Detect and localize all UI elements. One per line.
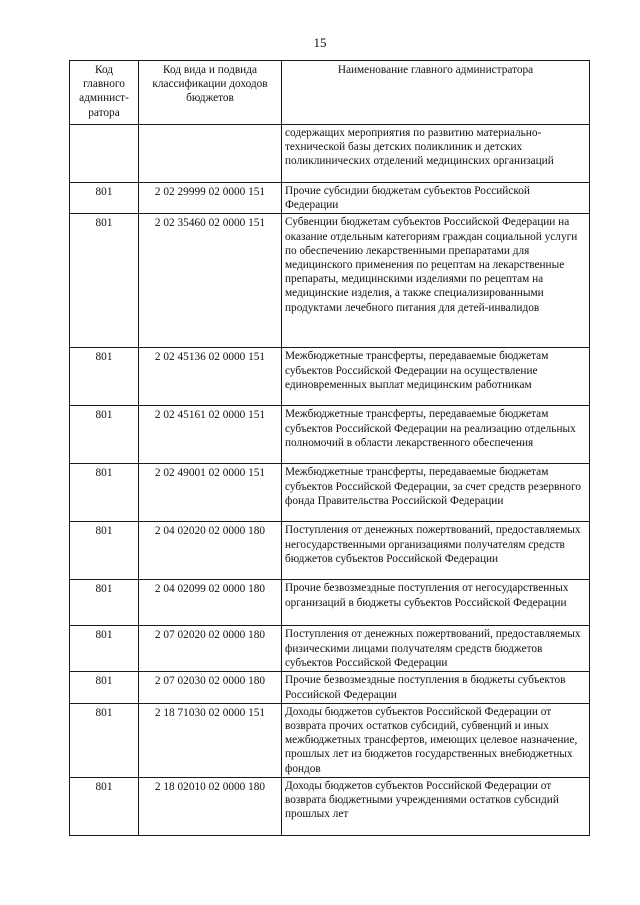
classification-code-cell: 2 02 35460 02 0000 151	[139, 214, 282, 348]
administrator-name-cell: Межбюджетные трансферты, передаваемые бюджетам субъектов Российской Федерации, за счет средств резервного фонда Правительства Российской Федерации	[282, 464, 590, 522]
table-row	[70, 348, 590, 406]
table-row	[70, 580, 590, 626]
classification-code-cell: 2 02 29999 02 0000 151	[139, 183, 282, 214]
admin-code-cell	[70, 125, 139, 183]
administrator-name-cell: Межбюджетные трансферты, передаваемые бюджетам субъектов Российской Федерации на осуществление единовременных выплат медицинским работникам	[282, 348, 590, 406]
admin-code-cell: 801	[70, 580, 139, 626]
classification-code-cell: 2 07 02030 02 0000 180	[139, 672, 282, 703]
admin-code-cell: 801	[70, 214, 139, 348]
admin-code-cell: 801	[70, 522, 139, 580]
admin-code-cell: 801	[70, 183, 139, 214]
admin-code-cell: 801	[70, 348, 139, 406]
classification-code-cell: 2 02 45136 02 0000 151	[139, 348, 282, 406]
table-row	[70, 626, 590, 672]
table-row	[70, 522, 590, 580]
administrator-name-cell: Межбюджетные трансферты, передаваемые бюджетам субъектов Российской Федерации на реализацию отдельных полномочий в области лекарственного обеспечения	[282, 406, 590, 464]
administrator-name-cell: Субвенции бюджетам субъектов Российской Федерации на оказание отдельным категориям граждан социальной услуги по обеспечению лекарственными препаратами для медицинского применения по рецептам на лекарственные препараты, медицинскими изделиями по рецептам на медицинские изделия, а также специализированными продуктами лечебного питания для детей-инвалидов	[282, 214, 590, 348]
classification-code-cell: 2 02 45161 02 0000 151	[139, 406, 282, 464]
administrator-name-cell: содержащих мероприятия по развитию материально-технической базы детских поликлиник и детских поликлинических отделений медицинских организаций	[282, 125, 590, 183]
table-row	[70, 703, 590, 777]
classification-code-cell: 2 07 02020 02 0000 180	[139, 626, 282, 672]
classification-code-cell: 2 04 02020 02 0000 180	[139, 522, 282, 580]
admin-code-cell: 801	[70, 464, 139, 522]
administrator-name-cell: Доходы бюджетов субъектов Российской Федерации от возврата бюджетными учреждениями остатков субсидий прошлых лет	[282, 777, 590, 835]
table-row	[70, 464, 590, 522]
page-number: 15	[313, 35, 327, 50]
classification-code-cell: 2 18 71030 02 0000 151	[139, 703, 282, 777]
table-row	[70, 672, 590, 703]
classification-code-cell: 2 02 49001 02 0000 151	[139, 464, 282, 522]
admin-code-cell: 801	[70, 777, 139, 835]
admin-code-cell: 801	[70, 406, 139, 464]
administrator-name-cell: Прочие безвозмездные поступления в бюджеты субъектов Российской Федерации	[282, 672, 590, 703]
header-administrator-name: Наименование главного администратора	[282, 61, 590, 125]
table-row	[70, 214, 590, 348]
admin-code-cell: 801	[70, 672, 139, 703]
classification-code-cell: 2 18 02010 02 0000 180	[139, 777, 282, 835]
admin-code-cell: 801	[70, 626, 139, 672]
administrator-name-cell: Поступления от денежных пожертвований, предоставляемых физическими лицами получателям средств бюджетов субъектов Российской Федерации	[282, 626, 590, 672]
table-row	[70, 406, 590, 464]
table-header-row	[70, 61, 590, 125]
administrator-name-cell: Прочие безвозмездные поступления от негосударственных организаций в бюджеты субъектов Российской Федерации	[282, 580, 590, 626]
table-row	[70, 183, 590, 214]
classification-code-cell: 2 04 02099 02 0000 180	[139, 580, 282, 626]
header-classification-code: Код вида и подвида классификации доходов бюджетов	[139, 61, 282, 125]
header-admin-code: Код главного админист-ратора	[70, 61, 139, 125]
revenue-administrators-table	[69, 60, 590, 836]
classification-code-cell	[139, 125, 282, 183]
administrator-name-cell: Доходы бюджетов субъектов Российской Федерации от возврата прочих остатков субсидий, субвенций и иных межбюджетных трансфертов, имеющих целевое назначение, прошлых лет из бюджетов государственных внебюджетных фондов	[282, 703, 590, 777]
administrator-name-cell: Поступления от денежных пожертвований, предоставляемых негосударственными организациями получателям средств бюджетов субъектов Российской Федерации	[282, 522, 590, 580]
admin-code-cell: 801	[70, 703, 139, 777]
table-row	[70, 125, 590, 183]
administrator-name-cell: Прочие субсидии бюджетам субъектов Российской Федерации	[282, 183, 590, 214]
table-row	[70, 777, 590, 835]
